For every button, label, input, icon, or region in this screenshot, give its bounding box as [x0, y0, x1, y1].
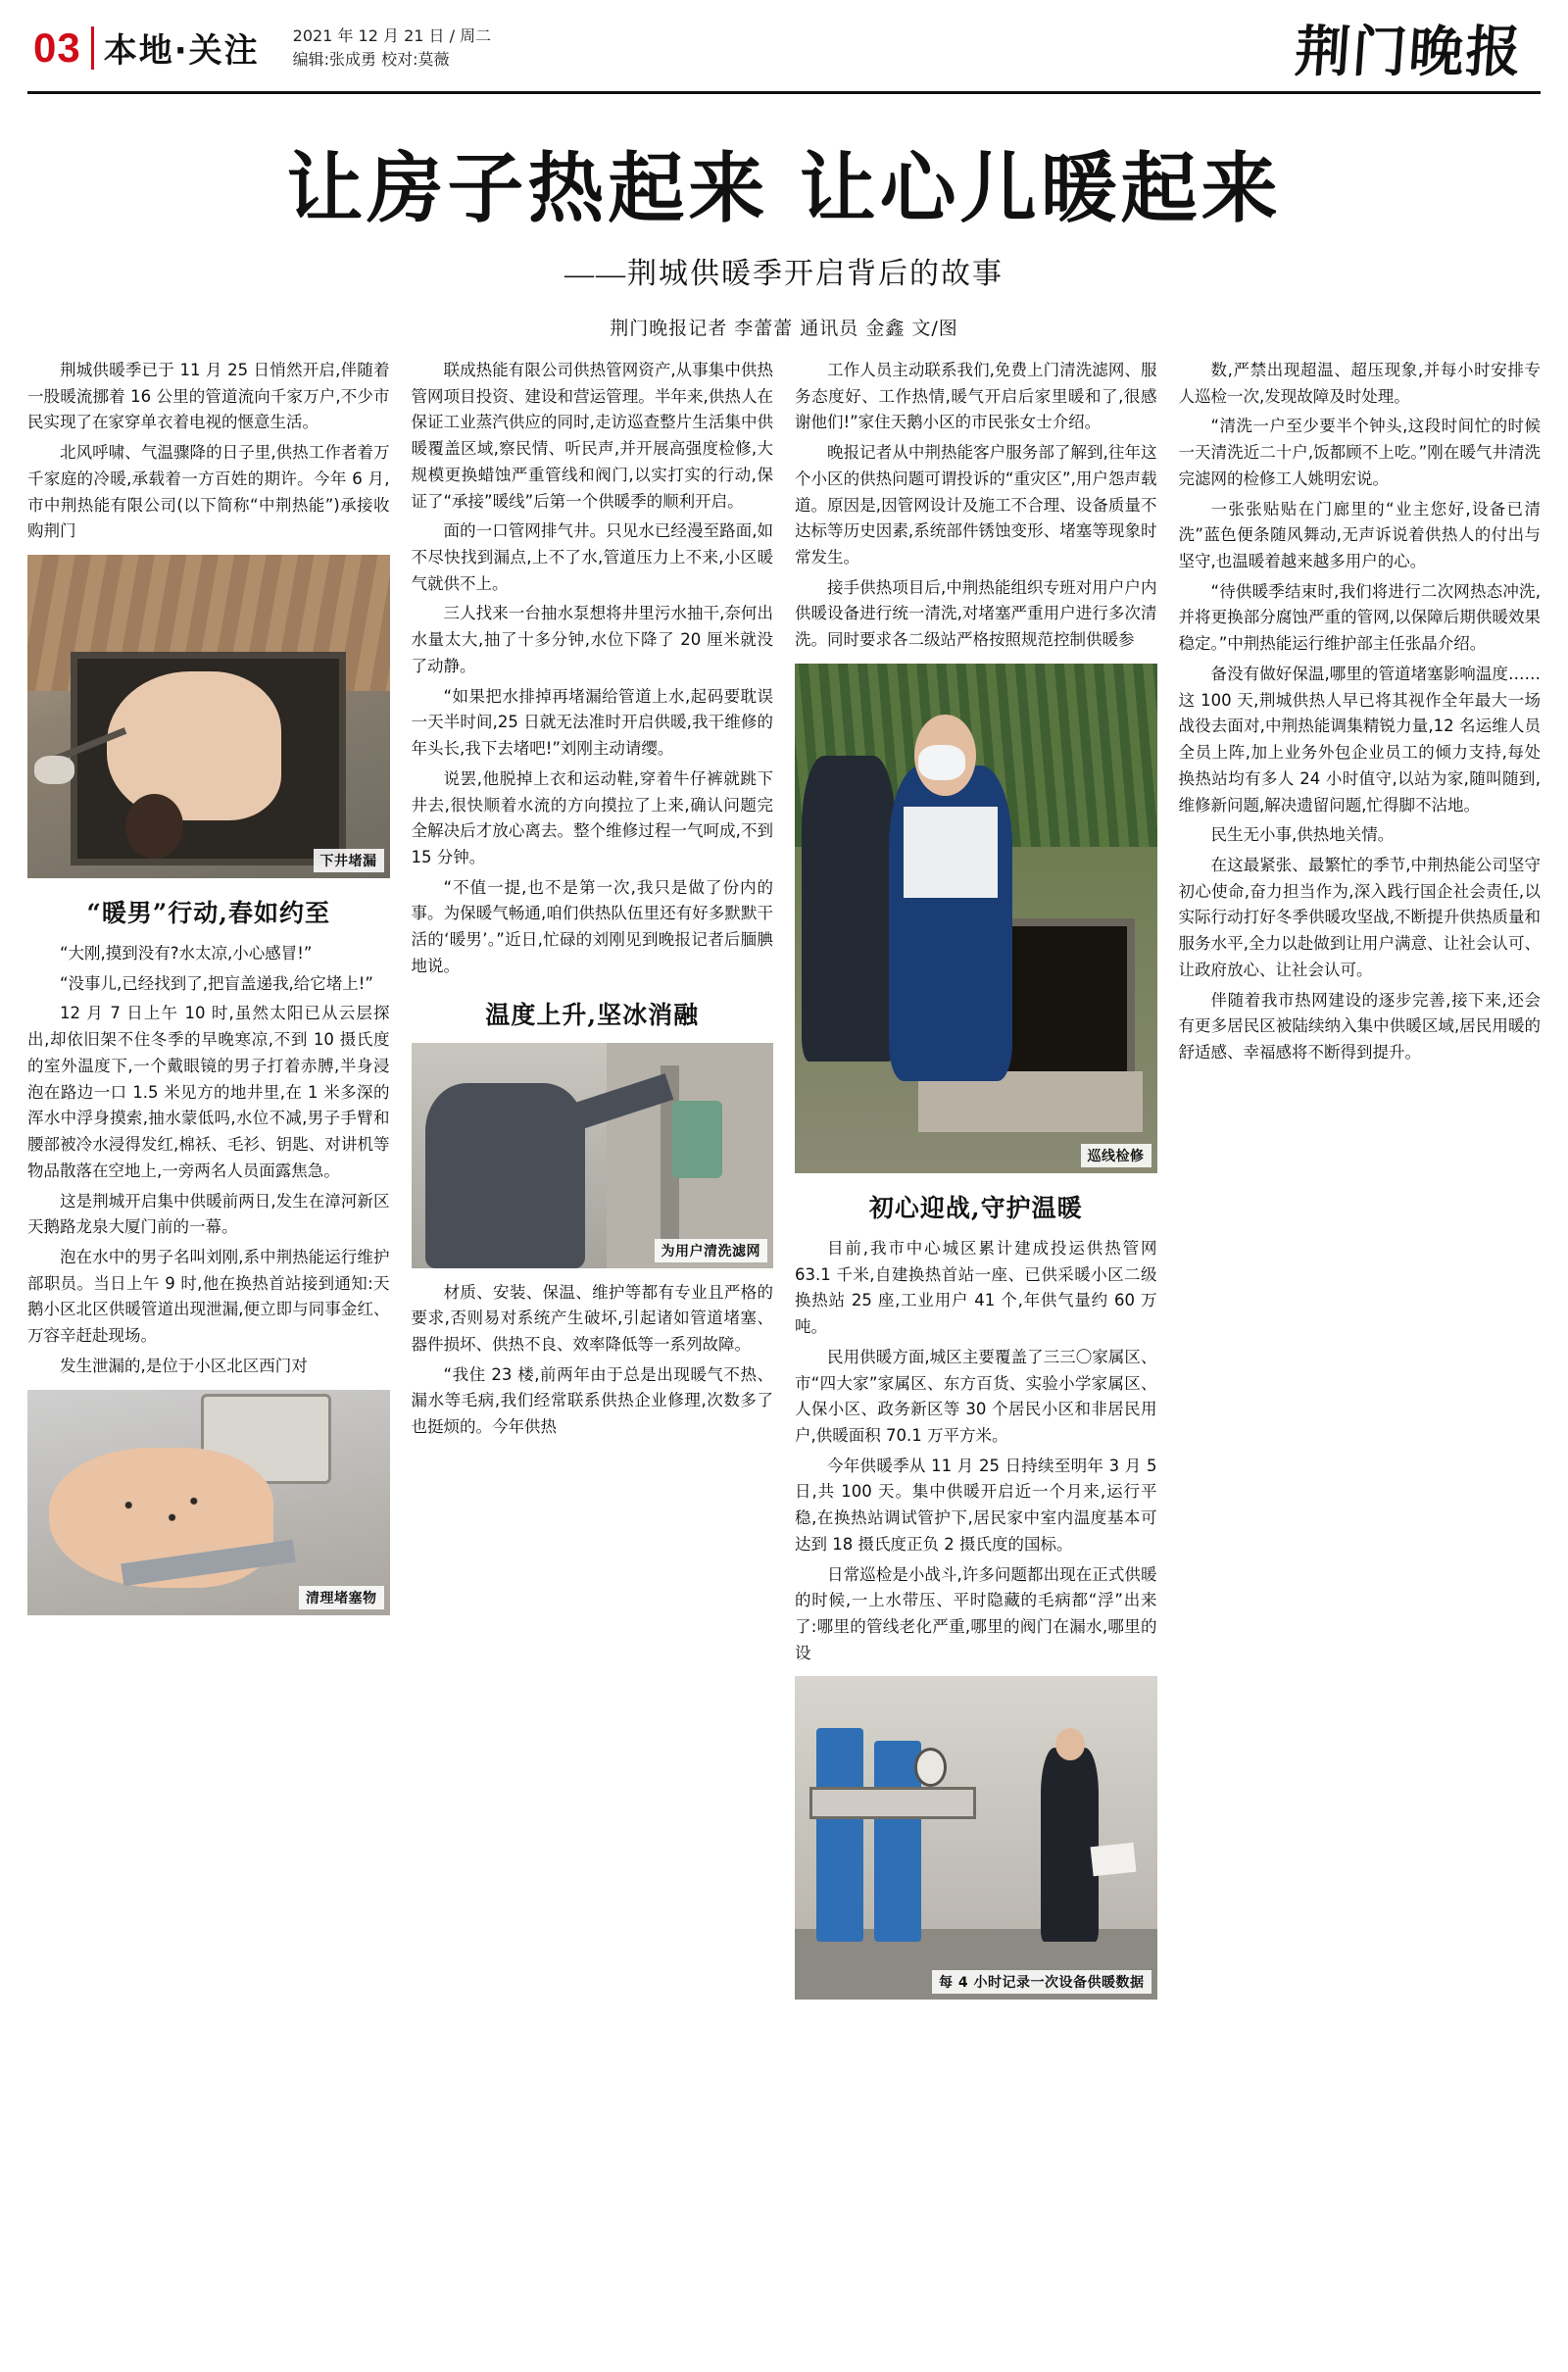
- page-number: 03: [33, 24, 81, 71]
- pressure-gauge-icon: [914, 1748, 947, 1787]
- masthead-divider: [91, 26, 94, 70]
- section-title: 本地·关注: [103, 31, 260, 71]
- paragraph: 接手供热项目后,中荆热能组织专班对用户户内供暖设备进行统一清洗,对堵塞严重用户进行多次清洗。同时要求各二级站严格按照规范控制供暖参: [795, 577, 1157, 650]
- photo-art: [27, 555, 390, 878]
- paragraph: 伴随着我市热网建设的逐步完善,接下来,还会有更多居民区被陆续纳入集中供暖区域,居民用暖的舒适感、幸福感将不断得到提升。: [1178, 990, 1541, 1062]
- operator-head: [1055, 1728, 1085, 1760]
- worker-head: [125, 794, 183, 859]
- assistant-figure: [802, 756, 896, 1062]
- paragraph: 荆城供暖季已于 11 月 25 日悄然开启,伴随着一股暖流挪着 16 公里的管道流向千家万户,不少市民实现了在家穿单衣着电视的惬意生活。: [27, 361, 390, 432]
- debris-particles: [107, 1493, 216, 1533]
- photo-art: [795, 1676, 1157, 2000]
- pump-unit-1: [816, 1728, 863, 1942]
- paragraph: 工作人员主动联系我们,免费上门清洗滤网、服务态度好、工作热情,暖气开启后家里暖和了,很感谢他们!”家住天鹅小区的市民张女士介绍。: [795, 361, 1157, 432]
- photo-caption: 每 4 小时记录一次设备供暖数据: [932, 1970, 1152, 1994]
- photo-caption: 下井堵漏: [314, 849, 384, 872]
- column-1: [27, 358, 390, 2298]
- column-3: [795, 358, 1157, 2298]
- section-heading-1: “暖男”行动,春如约至: [86, 899, 330, 928]
- photo-art: [27, 1390, 390, 1615]
- column-4: [1179, 358, 1542, 2298]
- log-sheet: [1091, 1843, 1137, 1876]
- paragraph: 面的一口管网排气井。只见水已经漫至路面,如不尽快找到漏点,上不了水,管道压力上不来,小区暖气就供不上。: [411, 521, 773, 593]
- paragraph: “如果把水排掉再堵漏给管道上水,起码要耽误一天半时间,25 日就无法准时开启供暖,我干维修的年头长,我下去堵吧!”刘刚主动请缨。: [411, 686, 773, 759]
- work-uniform: [904, 807, 998, 899]
- headline: 让房子热起来 让心儿暖起来: [286, 144, 1282, 233]
- issue-info: [293, 25, 491, 72]
- paragraph: 泡在水中的男子名叫刘刚,系中荆热能运行维护部职员。当日上午 9 时,他在换热首站接到通知:天鹅小区北区供暖管道出现泄漏,便立即与同事金红、万容辛赶赴现场。: [27, 1247, 390, 1346]
- paragraph: 今年供暖季从 11 月 25 日持续至明年 3 月 5 日,共 100 天。集中供暖开启近一个月来,运行平稳,在换热站调试管护下,居民家中室内温度基本可达到 18 摄氏度正负 2 摄氏度的国标。: [795, 1456, 1157, 1554]
- paragraph: 一张张贴贴在门廊里的“业主您好,设备已清洗”蓝色便条随风舞动,无声诉说着供热人的付出与坚守,也温暖着越来越多用户的心。: [1178, 499, 1541, 571]
- paragraph: 在这最紧张、最繁忙的季节,中荆热能公司坚守初心使命,奋力担当作为,深入践行国企社会责任,以实际行动打好冬季供暖攻坚战,不断提升供热质量和服务水平,全力以赴做到让用户满意、让社会认可、让政府放心、让社会认可。: [1178, 855, 1541, 979]
- subheadline: ——荆城供暖季开启背后的故事: [564, 258, 1004, 290]
- section-heading-3: 初心迎战,守护温暖: [868, 1193, 1083, 1222]
- photo-debris-hand: [27, 1390, 390, 1615]
- photo-caption: 巡线检修: [1081, 1144, 1152, 1167]
- paragraph: 联成热能有限公司供热管网资产,从事集中供热管网项目投资、建设和营运管理。半年来,供热人在保证工业蒸汽供应的同时,走访巡查整片生活集中供暖覆盖区域,察民情、听民声,并开展高强度检修,大规模更换蜡蚀严重管线和阀门,以实打实的行动,保证了“承接”暖线”后第一个供暖季的顺利开启。: [411, 361, 773, 511]
- paragraph: “待供暖季结束时,我们将进行二次网热态冲洗,并将更换部分腐蚀严重的管网,以保障后期供暖效果稳定。”中荆热能运行维护部主任张晶介绍。: [1178, 581, 1541, 654]
- pipe-run: [809, 1787, 976, 1819]
- newspaper-brand: 荆门晚报: [1293, 19, 1526, 84]
- paragraph: 发生泄漏的,是位于小区北区西门对: [60, 1356, 308, 1375]
- paragraph: 日常巡检是小战斗,许多问题都出现在正式供暖的时候,一上水带压、平时隐藏的毛病都“浮”出来了:哪里的管线老化严重,哪里的阀门在漏水,哪里的设: [795, 1564, 1157, 1662]
- paragraph: “不值一提,也不是第一次,我只是做了份内的事。为保暖气畅通,咱们供热队伍里还有好多默默干活的‘暖男’。”近日,忙碌的刘刚见到晚报记者后腼腆地说。: [411, 877, 773, 975]
- paragraph: 说罢,他脱掉上衣和运动鞋,穿着牛仔裤就跳下井去,很快顺着水流的方向摸拉了上来,确认问题完全解决后才放心离去。整个维修过程一气呵成,不到 15 分钟。: [411, 768, 773, 866]
- paragraph: 三人找来一台抽水泵想将井里污水抽干,奈何出水量太大,抽了十多分钟,水位下降了 20 厘米就没了动静。: [411, 604, 773, 675]
- paragraph: 北风呼啸、气温骤降的日子里,供热工作者着万千家庭的冷暖,承载着一方百姓的期许。今年 6 月,市中荆热能有限公司(以下简称“中荆热能”)承接收购荆门: [27, 443, 390, 541]
- paragraph: “没事儿,已经找到了,把盲盖递我,给它堵上!”: [60, 973, 373, 993]
- paragraph: 数,严禁出现超温、超压现象,并每小时安排专人巡检一次,发现故障及时处理。: [1178, 361, 1541, 406]
- photo-line-inspection: [795, 664, 1157, 1173]
- photo-pump-room: [795, 1676, 1157, 2000]
- bottle-object: [672, 1101, 723, 1177]
- operator-figure: [1041, 1748, 1099, 1942]
- photo-manhole-repair: [27, 555, 390, 878]
- paragraph: 这是荆城开启集中供暖前两日,发生在漳河新区天鹅路龙泉大厦门前的一幕。: [27, 1191, 390, 1237]
- paragraph: 12 月 7 日上午 10 时,虽然太阳已从云层探出,却依旧架不住冬季的早晚寒凉,不到 10 摄氏度的室外温度下,一个戴眼镜的男子打着赤膊,半身浸泡在路边一口 1.5 米见方的地井里,在 1 米多深的浑水中浮身摸索,抽水蒙低吗,水位不减,男子手臂和腰部被冷水浸得发红,棉袄、毛衫、钥匙、对讲机等物品散落在空地上,一旁两名人员面露焦急。: [27, 1004, 390, 1180]
- column-2: [412, 358, 774, 2298]
- photo-caption: 为用户清洗滤网: [655, 1239, 768, 1262]
- glove-icon: [34, 756, 74, 785]
- photo-art: [795, 664, 1157, 1173]
- byline: 荆门晚报记者 李蕾蕾 通讯员 金鑫 文/图: [610, 318, 958, 339]
- paragraph: 民用供暖方面,城区主要覆盖了三三〇家属区、市“四大家”家属区、东方百货、实验小学家属区、人保小区、政务新区等 30 个居民小区和非居民用户,供暖面积 70.1 万平方米。: [795, 1347, 1157, 1445]
- face-mask-icon: [918, 745, 965, 780]
- paragraph: “大刚,摸到没有?水太凉,小心感冒!”: [60, 944, 313, 964]
- worker-torso: [107, 671, 280, 820]
- masthead: [27, 0, 1541, 94]
- paragraph: 目前,我市中心城区累计建成投运供热管网 63.1 千米,自建换热首站一座、已供采暖小区二级换热站 25 座,工业用户 41 个,年供气量约 60 万吨。: [795, 1238, 1157, 1337]
- paragraph: 材质、安装、保温、维护等都有专业且严格的要求,否则易对系统产生破坏,引起诸如管道堵塞、器件损坏、供热不良、效率降低等一系列故障。: [411, 1282, 773, 1354]
- paragraph: 民生无小事,供热地关情。: [1210, 825, 1395, 845]
- article-columns: [27, 358, 1541, 2298]
- photo-filter-cleaning: [412, 1043, 774, 1268]
- issue-date: 2021 年 12 月 21 日 / 周二: [292, 25, 492, 45]
- paragraph: 备没有做好保温,哪里的管道堵塞影响温度……这 100 天,荆城供热人早已将其视作全年最大一场战役去面对,中荆热能调集精锐力量,12 名运维人员全员上阵,加上业务外包企业员工的倾力支持,每处换热站均有多人 24 小时值守,以站为家,随叫随到,维修新问题,解决遗留问题,忙得脚不沾地。: [1178, 664, 1541, 815]
- paragraph: “我住 23 楼,前两年由于总是出现暖气不热、漏水等毛病,我们经常联系供热企业修理,次数多了也挺烦的。今年供热: [411, 1364, 773, 1437]
- photo-caption: 清理堵塞物: [299, 1586, 384, 1609]
- page-number-block: [33, 24, 260, 72]
- photo-art: [412, 1043, 774, 1268]
- paragraph: “清洗一户至少要半个钟头,这段时间忙的时候一天清洗近二十户,饭都顾不上吃。”刚在暖气井清洗完滤网的检修工人姚明宏说。: [1178, 417, 1541, 488]
- paragraph: 晚报记者从中荆热能客户服务部了解到,往年这个小区的供热问题可谓投诉的“重灾区”,用户怨声载道。原因是,因管网设计及施工不合理、设备质量不达标等历史因素,系统部件锈蚀变形、堵塞等现象时常发生。: [795, 443, 1157, 568]
- section-heading-2: 温度上升,坚冰消融: [485, 1000, 700, 1029]
- issue-editor: 编辑:张成勇 校对:莫薇: [292, 49, 450, 69]
